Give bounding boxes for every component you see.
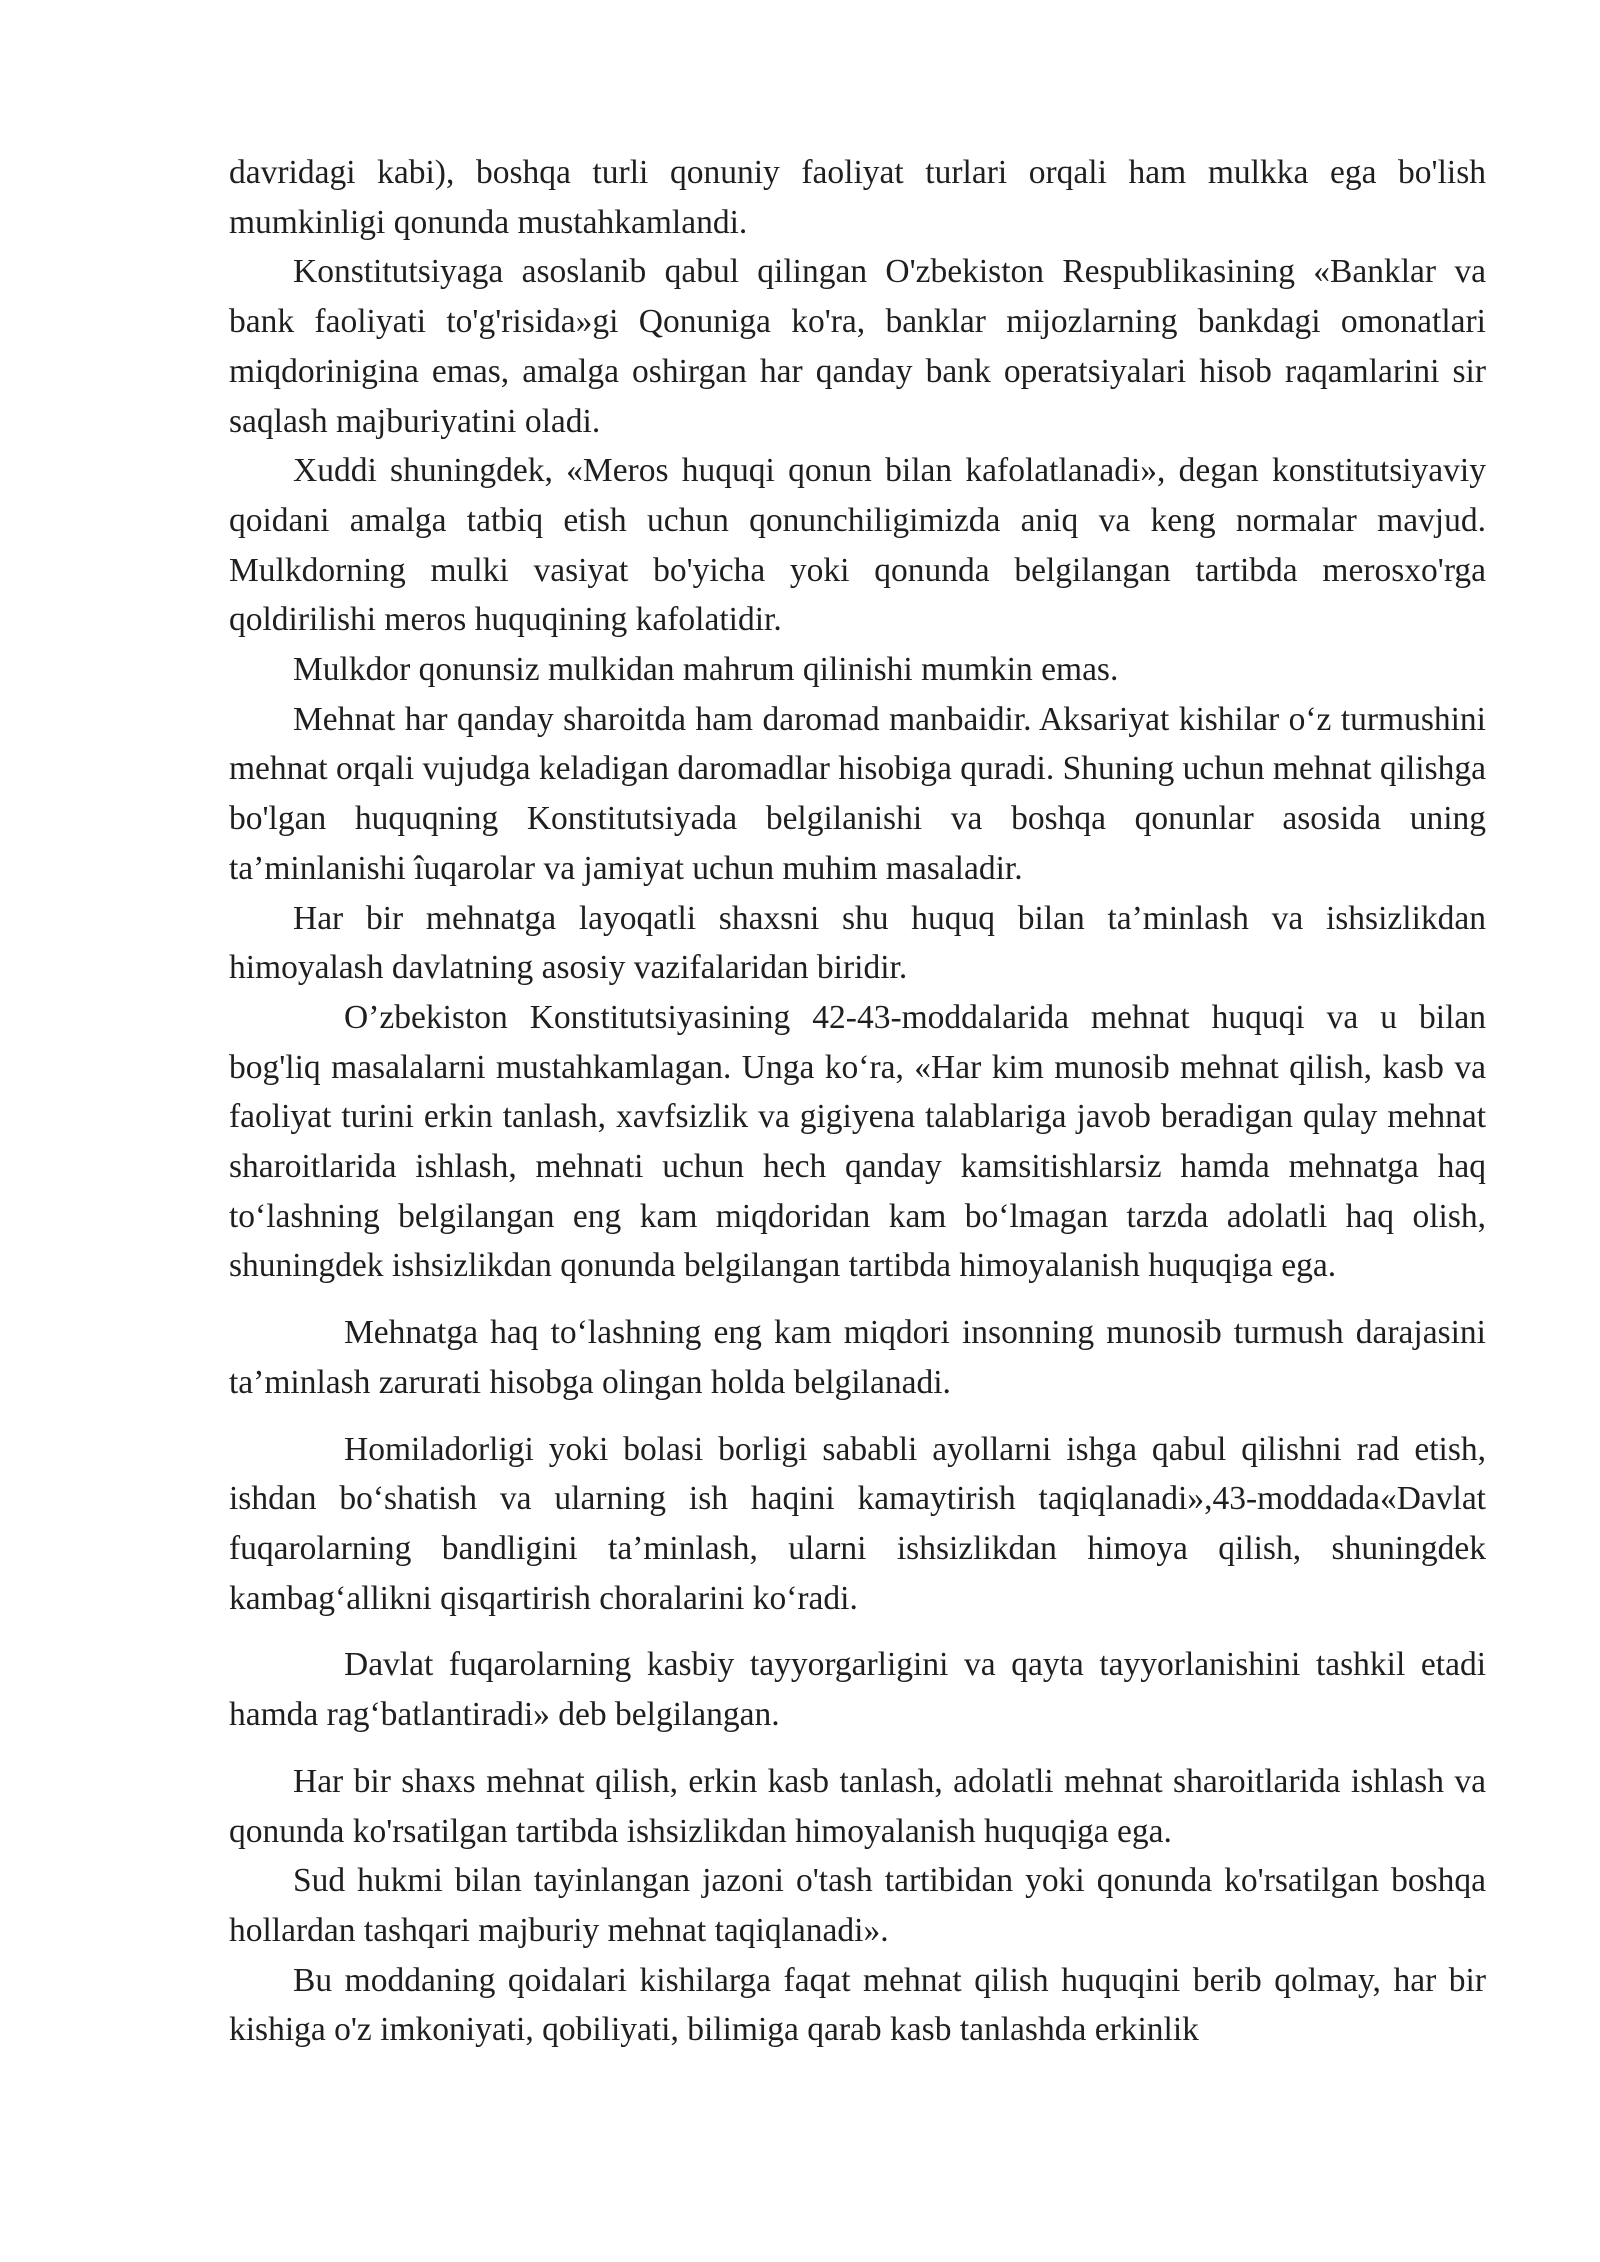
paragraph-12: Sud hukmi bilan tayinlangan jazoni o'tash tartibidan yoki qonunda ko'rsatilgan boshqa hollardan tashqari majburiy mehnat taqiqlanadi». xyxy=(229,1862,1486,1949)
paragraph-1: davridagi kabi), boshqa turli qonuniy faoliyat turlari orqali ham mulkka ega bo'lish mumkinligi qonunda mustahkamlandi. xyxy=(229,154,1486,241)
paragraph-4: Mulkdor qonunsiz mulkidan mahrum qilinishi mumkin emas. xyxy=(293,651,1119,689)
paragraph-13: Bu moddaning qoidalari kishilarga faqat mehnat qilish huquqini berib qolmay, har bir kishiga o'z imkoniyati, qobiliyati, bilimiga qarab kasb tanlashda erkinlik xyxy=(229,1961,1486,2049)
paragraph-7: O’zbekiston Konstitutsiyasining 42-43-moddalarida mehnat huquqi va u bilan bog'liq masalalarni mustahkamlagan. Unga ko‘ra, «Har kim munosib mehnat qilish, kasb va faoliyat turini erkin tanlash, xavfsizlik va gigiyena talablariga javob beradigan qulay mehnat sharoitlarida ishlash, mehnati uchun hech qanday kamsitishlarsiz hamda mehnatga haq to‘lashning belgilangan eng kam miqdoridan kam bo‘lmagan tarzda adolatli haq olish, shuningdek ishsizlikdan qonunda belgilangan tartibda himoyalanish huquqiga ega. xyxy=(229,998,1486,1285)
paragraph-6: Har bir mehnatga layoqatli shaxsni shu huquq bilan ta’minlash va ishsizlikdan himoyalash davlatning asosiy vazifalaridan biridir. xyxy=(229,899,1486,987)
paragraph-11: Har bir shaxs mehnat qilish, erkin kasb tanlash, adolatli mehnat sharoitlarida ishlash va qonunda ko'rsatilgan tartibda ishsizlikdan himoyalanish huquqiga ega. xyxy=(229,1762,1486,1850)
paragraph-9: Homiladorligi yoki bolasi borligi sababli ayollarni ishga qabul qilishni rad etish, ishdan bo‘shatish va ularning ish haqini kamaytirish taqiqlanadi»,43-moddada«Davlat fuqarolarning bandligini ta’minlash, ularni ishsizlikdan himoya qilish, shuningdek kambag‘allikni qisqartirish choralarini ko‘radi. xyxy=(229,1430,1486,1617)
paragraph-8: Mehnatga haq to‘lashning eng kam miqdori insonning munosib turmush darajasini ta’minlash zarurati hisobga olingan holda belgilanadi. xyxy=(229,1314,1486,1401)
paragraph-2: Konstitutsiyaga asoslanib qabul qilingan O'zbekiston Respublikasining «Banklar va bank faoliyati to'g'risida»gi Qonuniga ko'ra, banklar mijozlarning bankdagi omonatlari miqdorinigina emas, amalga oshirgan har qanday bank operatsiyalari hisob raqamlarini sir saqlash majburiyatini oladi. xyxy=(229,253,1486,440)
paragraph-10: Davlat fuqarolarning kasbiy tayyorgarligini va qayta tayyorlanishini tashkil etadi hamda rag‘batlantiradi» deb belgilangan. xyxy=(229,1646,1486,1734)
paragraph-3: Xuddi shuningdek, «Meros huquqi qonun bilan kafolatlanadi», degan konstitutsiyaviy qoidani amalga tatbiq etish uchun qonunchiligimizda aniq va keng normalar mavjud. Mulkdorning mulki vasiyat bo'yicha yoki qonunda belgilangan tartibda merosxo'rga qoldirilishi meros huquqining kafolatidir. xyxy=(229,452,1486,639)
paragraph-5: Mehnat har qanday sharoitda ham daromad manbaidir. Aksariyat kishilar o‘z turmushini mehnat orqali vujudga keladigan daromadlar hisobiga quradi. Shuning uchun mehnat qilishga bo'lgan huquqning Konstitutsiyada belgilanishi va boshqa qonunlar asosida uning ta’minlanishi îuqarolar va jamiyat uchun muhim masaladir. xyxy=(229,700,1486,887)
document-body xyxy=(229,148,1486,2055)
